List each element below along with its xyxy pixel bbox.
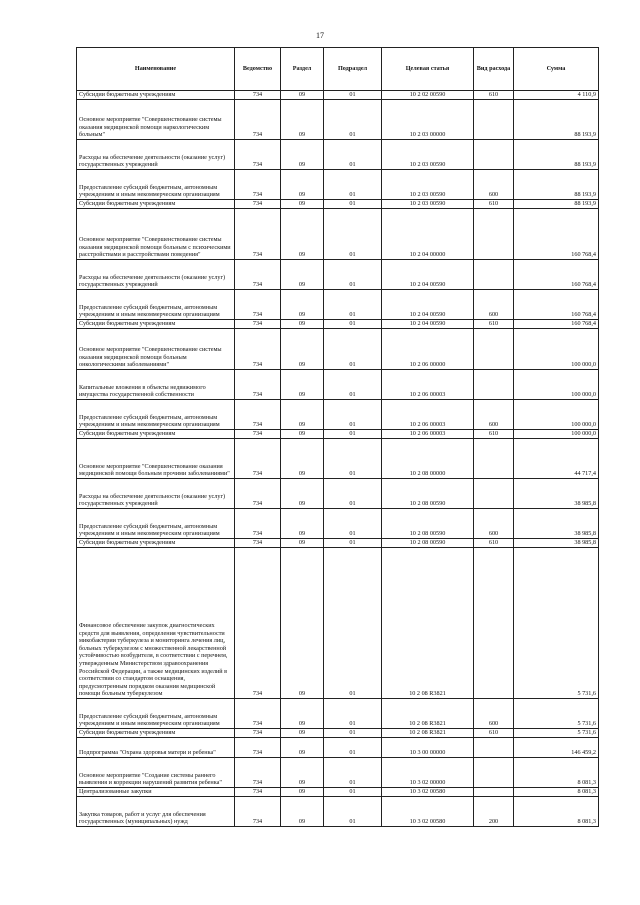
cell-section: 09	[281, 788, 324, 797]
header-name: Наименование	[77, 48, 235, 91]
cell-name: Расходы на обеспечение деятельности (оказание услуг) государственных учреждений	[77, 140, 235, 170]
cell-section: 09	[281, 140, 324, 170]
table-row	[77, 539, 599, 548]
header-target-article: Целевая статья	[382, 48, 474, 91]
cell-sum: 8 081,3	[514, 758, 599, 788]
cell-expense-type	[474, 479, 514, 509]
cell-subsection: 01	[324, 200, 382, 209]
cell-subsection: 01	[324, 100, 382, 140]
cell-department: 734	[235, 290, 281, 320]
cell-expense-type	[474, 548, 514, 699]
cell-target-article: 10 2 08 00000	[382, 439, 474, 479]
table-row	[77, 548, 599, 699]
cell-sum: 88 193,9	[514, 140, 599, 170]
table-row	[77, 479, 599, 509]
cell-department: 734	[235, 209, 281, 260]
cell-expense-type: 200	[474, 797, 514, 827]
cell-name: Субсидии бюджетным учреждениям	[77, 91, 235, 100]
cell-target-article: 10 2 03 00590	[382, 140, 474, 170]
cell-expense-type: 600	[474, 400, 514, 430]
header-department: Ведомство	[235, 48, 281, 91]
cell-name: Предоставление субсидий бюджетным, автономным учреждениям и иным некоммерческим организациям	[77, 400, 235, 430]
budget-table	[76, 47, 599, 827]
cell-department: 734	[235, 91, 281, 100]
table-row	[77, 140, 599, 170]
cell-name: Основное мероприятие "Совершенствование системы оказания медицинской помощи наркологическим больным"	[77, 100, 235, 140]
cell-name: Субсидии бюджетным учреждениям	[77, 729, 235, 738]
cell-section: 09	[281, 329, 324, 370]
table-row	[77, 439, 599, 479]
cell-subsection: 01	[324, 140, 382, 170]
cell-name: Предоставление субсидий бюджетным, автономным учреждениям и иным некоммерческим организациям	[77, 170, 235, 200]
cell-expense-type: 610	[474, 430, 514, 439]
cell-sum: 8 081,3	[514, 797, 599, 827]
table-row	[77, 320, 599, 329]
table-row	[77, 400, 599, 430]
cell-section: 09	[281, 200, 324, 209]
cell-section: 09	[281, 758, 324, 788]
cell-subsection: 01	[324, 400, 382, 430]
cell-sum: 100 000,0	[514, 430, 599, 439]
cell-subsection: 01	[324, 797, 382, 827]
cell-target-article: 10 2 08 00590	[382, 479, 474, 509]
cell-name: Субсидии бюджетным учреждениям	[77, 430, 235, 439]
table-row	[77, 758, 599, 788]
table-row	[77, 797, 599, 827]
cell-sum: 8 081,3	[514, 788, 599, 797]
cell-name: Централизованные закупки	[77, 788, 235, 797]
cell-section: 09	[281, 439, 324, 479]
cell-department: 734	[235, 439, 281, 479]
cell-department: 734	[235, 548, 281, 699]
cell-section: 09	[281, 100, 324, 140]
cell-sum: 160 768,4	[514, 260, 599, 290]
cell-subsection: 01	[324, 320, 382, 329]
cell-target-article: 10 2 08 00590	[382, 539, 474, 548]
cell-subsection: 01	[324, 758, 382, 788]
table-row	[77, 260, 599, 290]
cell-expense-type: 600	[474, 699, 514, 729]
cell-department: 734	[235, 100, 281, 140]
cell-target-article: 10 2 04 00590	[382, 320, 474, 329]
table-header-row	[77, 48, 599, 91]
cell-subsection: 01	[324, 539, 382, 548]
cell-name: Предоставление субсидий бюджетным, автономным учреждениям и иным некоммерческим организациям	[77, 509, 235, 539]
cell-expense-type	[474, 260, 514, 290]
cell-subsection: 01	[324, 788, 382, 797]
cell-expense-type	[474, 758, 514, 788]
cell-name: Основное мероприятие "Создание системы раннего выявления и коррекции нарушений развития ребенка"	[77, 758, 235, 788]
cell-target-article: 10 2 06 00000	[382, 329, 474, 370]
page-number: 17	[316, 31, 324, 40]
cell-department: 734	[235, 260, 281, 290]
cell-department: 734	[235, 738, 281, 758]
table-body	[77, 91, 599, 827]
cell-sum: 5 731,6	[514, 729, 599, 738]
cell-expense-type: 600	[474, 290, 514, 320]
cell-name: Финансовое обеспечение закупок диагностических средств для выявления, определения чувствительности микобактерии туберкулеза и мониторинга лечения лиц, больных туберкулезом с множественной лекарственной устойчивостью возбудителя, в соответствии с перечнем, утвержденным Министерством здравоохранения Российской Федерации, а также медицинских изделий в соответствии со стандартом оснащения, предусмотренным порядком оказания медицинской помощи больным туберкулезом	[77, 548, 235, 699]
cell-name: Субсидии бюджетным учреждениям	[77, 320, 235, 329]
cell-target-article: 10 2 06 00003	[382, 430, 474, 439]
cell-subsection: 01	[324, 430, 382, 439]
cell-subsection: 01	[324, 548, 382, 699]
cell-subsection: 01	[324, 209, 382, 260]
cell-subsection: 01	[324, 329, 382, 370]
cell-expense-type: 610	[474, 91, 514, 100]
cell-target-article: 10 2 04 00590	[382, 290, 474, 320]
cell-section: 09	[281, 209, 324, 260]
cell-name: Основное мероприятие "Совершенствование системы оказания медицинской помощи больным с психическими расстройствами и расстройствами поведения"	[77, 209, 235, 260]
cell-expense-type: 610	[474, 729, 514, 738]
cell-name: Расходы на обеспечение деятельности (оказание услуг) государственных учреждений	[77, 260, 235, 290]
cell-target-article: 10 3 02 00580	[382, 797, 474, 827]
cell-subsection: 01	[324, 290, 382, 320]
cell-department: 734	[235, 509, 281, 539]
cell-target-article: 10 2 08 R3821	[382, 729, 474, 738]
cell-department: 734	[235, 479, 281, 509]
cell-name: Субсидии бюджетным учреждениям	[77, 200, 235, 209]
cell-sum: 88 193,9	[514, 200, 599, 209]
cell-subsection: 01	[324, 260, 382, 290]
table-row	[77, 509, 599, 539]
cell-target-article: 10 3 00 00000	[382, 738, 474, 758]
cell-name: Капитальные вложения в объекты недвижимого имущества государственной собственности	[77, 370, 235, 400]
cell-subsection: 01	[324, 91, 382, 100]
cell-sum: 160 768,4	[514, 320, 599, 329]
cell-target-article: 10 2 02 00590	[382, 91, 474, 100]
cell-name: Основное мероприятие "Совершенствование оказания медицинской помощи больным прочими заболеваниями"	[77, 439, 235, 479]
header-subsection: Подраздел	[324, 48, 382, 91]
cell-sum: 38 985,8	[514, 479, 599, 509]
table-row	[77, 91, 599, 100]
cell-expense-type	[474, 209, 514, 260]
table-row	[77, 329, 599, 370]
cell-subsection: 01	[324, 509, 382, 539]
table-row	[77, 788, 599, 797]
cell-section: 09	[281, 320, 324, 329]
cell-section: 09	[281, 539, 324, 548]
cell-sum: 38 985,8	[514, 509, 599, 539]
cell-department: 734	[235, 699, 281, 729]
cell-department: 734	[235, 797, 281, 827]
cell-subsection: 01	[324, 370, 382, 400]
cell-department: 734	[235, 200, 281, 209]
table-row	[77, 738, 599, 758]
cell-sum: 100 000,0	[514, 370, 599, 400]
cell-department: 734	[235, 400, 281, 430]
table-row	[77, 170, 599, 200]
cell-department: 734	[235, 430, 281, 439]
header-section: Раздел	[281, 48, 324, 91]
cell-section: 09	[281, 738, 324, 758]
cell-sum: 44 717,4	[514, 439, 599, 479]
cell-expense-type	[474, 329, 514, 370]
cell-expense-type	[474, 439, 514, 479]
table-row	[77, 430, 599, 439]
cell-department: 734	[235, 729, 281, 738]
cell-sum: 88 193,9	[514, 100, 599, 140]
cell-department: 734	[235, 370, 281, 400]
cell-department: 734	[235, 170, 281, 200]
cell-expense-type	[474, 788, 514, 797]
cell-section: 09	[281, 170, 324, 200]
cell-name: Предоставление субсидий бюджетным, автономным учреждениям и иным некоммерческим организациям	[77, 699, 235, 729]
cell-subsection: 01	[324, 170, 382, 200]
cell-name: Закупка товаров, работ и услуг для обеспечения государственных (муниципальных) нужд	[77, 797, 235, 827]
cell-department: 734	[235, 758, 281, 788]
cell-section: 09	[281, 479, 324, 509]
cell-target-article: 10 2 06 00003	[382, 370, 474, 400]
cell-name: Основное мероприятие "Совершенствование системы оказания медицинской помощи больным онкологическими заболеваниями"	[77, 329, 235, 370]
cell-expense-type	[474, 370, 514, 400]
cell-target-article: 10 2 04 00590	[382, 260, 474, 290]
table-row	[77, 290, 599, 320]
cell-sum: 88 193,9	[514, 170, 599, 200]
cell-sum: 4 110,9	[514, 91, 599, 100]
cell-target-article: 10 2 03 00590	[382, 170, 474, 200]
header-sum: Сумма	[514, 48, 599, 91]
cell-sum: 38 985,8	[514, 539, 599, 548]
cell-sum: 100 000,0	[514, 329, 599, 370]
cell-subsection: 01	[324, 699, 382, 729]
cell-subsection: 01	[324, 729, 382, 738]
cell-subsection: 01	[324, 479, 382, 509]
cell-section: 09	[281, 91, 324, 100]
cell-target-article: 10 2 04 00000	[382, 209, 474, 260]
cell-department: 734	[235, 320, 281, 329]
cell-expense-type: 610	[474, 539, 514, 548]
cell-name: Предоставление субсидий бюджетным, автономным учреждениям и иным некоммерческим организациям	[77, 290, 235, 320]
cell-expense-type: 600	[474, 170, 514, 200]
cell-target-article: 10 2 08 R3821	[382, 699, 474, 729]
table-row	[77, 370, 599, 400]
cell-sum: 5 731,6	[514, 548, 599, 699]
cell-department: 734	[235, 539, 281, 548]
cell-section: 09	[281, 729, 324, 738]
cell-section: 09	[281, 699, 324, 729]
cell-expense-type: 610	[474, 200, 514, 209]
cell-subsection: 01	[324, 738, 382, 758]
cell-name: Подпрограмма "Охрана здоровья матери и ребенка"	[77, 738, 235, 758]
cell-target-article: 10 2 08 00590	[382, 509, 474, 539]
table-row	[77, 699, 599, 729]
cell-target-article: 10 3 02 00580	[382, 788, 474, 797]
cell-section: 09	[281, 509, 324, 539]
cell-sum: 160 768,4	[514, 290, 599, 320]
cell-section: 09	[281, 400, 324, 430]
table-row	[77, 100, 599, 140]
table-row	[77, 729, 599, 738]
cell-target-article: 10 2 03 00000	[382, 100, 474, 140]
cell-section: 09	[281, 260, 324, 290]
cell-target-article: 10 2 03 00590	[382, 200, 474, 209]
cell-section: 09	[281, 548, 324, 699]
cell-sum: 146 459,2	[514, 738, 599, 758]
cell-name: Расходы на обеспечение деятельности (оказание услуг) государственных учреждений	[77, 479, 235, 509]
cell-subsection: 01	[324, 439, 382, 479]
cell-section: 09	[281, 430, 324, 439]
cell-section: 09	[281, 797, 324, 827]
cell-name: Субсидии бюджетным учреждениям	[77, 539, 235, 548]
cell-expense-type: 600	[474, 509, 514, 539]
cell-department: 734	[235, 140, 281, 170]
cell-sum: 100 000,0	[514, 400, 599, 430]
cell-department: 734	[235, 788, 281, 797]
cell-expense-type	[474, 140, 514, 170]
cell-department: 734	[235, 329, 281, 370]
cell-expense-type: 610	[474, 320, 514, 329]
table-row	[77, 200, 599, 209]
cell-sum: 160 768,4	[514, 209, 599, 260]
cell-target-article: 10 2 08 R3821	[382, 548, 474, 699]
cell-target-article: 10 2 06 00003	[382, 400, 474, 430]
header-expense-type: Вид расхода	[474, 48, 514, 91]
cell-section: 09	[281, 290, 324, 320]
cell-expense-type	[474, 100, 514, 140]
cell-target-article: 10 3 02 00000	[382, 758, 474, 788]
cell-section: 09	[281, 370, 324, 400]
table-row	[77, 209, 599, 260]
cell-sum: 5 731,6	[514, 699, 599, 729]
cell-expense-type	[474, 738, 514, 758]
